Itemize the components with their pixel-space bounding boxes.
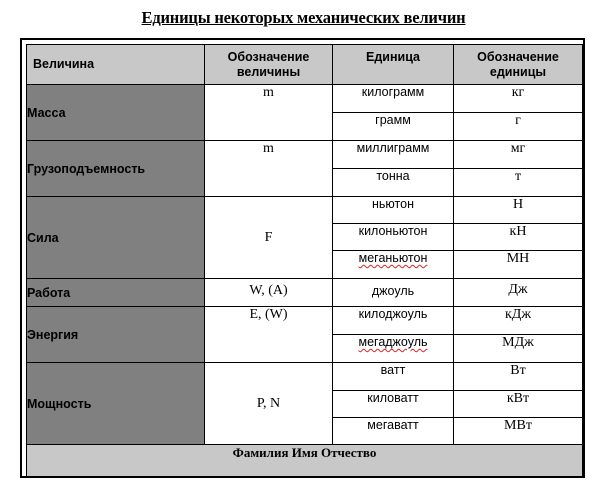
unit-symbol-cell: кг: [454, 85, 583, 113]
unit-symbol-cell: кН: [454, 224, 583, 251]
quantity-symbol-cell: m: [205, 85, 333, 141]
quantity-symbol-cell: W, (A): [205, 279, 333, 307]
quantity-symbol-cell: P, N: [205, 363, 333, 445]
document-title: Единицы некоторых механических величин: [141, 8, 466, 27]
unit-cell: мегаватт: [333, 418, 454, 445]
unit-cell: килоньютон: [333, 224, 454, 251]
unit-cell: миллиграмм: [333, 141, 454, 169]
unit-cell: [333, 251, 454, 279]
table-row: [27, 307, 583, 335]
unit-cell: киловатт: [333, 391, 454, 418]
unit-cell: килограмм: [333, 85, 454, 113]
quantity-symbol-cell: F: [205, 197, 333, 279]
table-frame: [20, 38, 585, 478]
unit-symbol-cell: Н: [454, 197, 583, 224]
table-row: [27, 85, 583, 113]
unit-symbol-cell: мг: [454, 141, 583, 169]
quantity-symbol-cell: E, (W): [205, 307, 333, 363]
units-table: [26, 44, 583, 477]
unit-cell: [333, 335, 454, 363]
unit-symbol-cell: Дж: [454, 279, 583, 307]
unit-symbol-cell: кДж: [454, 307, 583, 335]
unit-cell: килоджоуль: [333, 307, 454, 335]
quantity-cell: Мощность: [27, 363, 205, 445]
header-quantity: Величина: [27, 45, 205, 85]
unit-cell: ньютон: [333, 197, 454, 224]
unit-symbol-cell: кВт: [454, 391, 583, 418]
quantity-cell: Грузоподъемность: [27, 141, 205, 197]
quantity-cell: Работа: [27, 279, 205, 307]
unit-cell: грамм: [333, 113, 454, 141]
unit-symbol-cell: Вт: [454, 363, 583, 391]
header-row: [27, 45, 583, 85]
unit-symbol-cell: г: [454, 113, 583, 141]
quantity-symbol-cell: m: [205, 141, 333, 197]
table-row: [27, 363, 583, 391]
quantity-cell: Энергия: [27, 307, 205, 363]
unit-name-spellcheck: мегаджоуль: [358, 335, 428, 349]
unit-symbol-cell: МДж: [454, 335, 583, 363]
unit-name-spellcheck: меганьютон: [358, 251, 428, 265]
unit-cell: тонна: [333, 169, 454, 197]
footer-name: Фамилия Имя Отчество: [27, 445, 583, 477]
unit-symbol-cell: МВт: [454, 418, 583, 445]
table-row: [27, 141, 583, 169]
unit-cell: джоуль: [333, 279, 454, 307]
quantity-cell: Масса: [27, 85, 205, 141]
quantity-cell: Сила: [27, 197, 205, 279]
unit-symbol-cell: т: [454, 169, 583, 197]
header-unit: Единица: [333, 45, 454, 85]
unit-symbol-cell: МН: [454, 251, 583, 279]
footer-row: [27, 445, 583, 477]
header-unit-symbol: Обозначение единицы: [454, 45, 583, 85]
table-row: [27, 279, 583, 307]
table-row: [27, 197, 583, 224]
header-quantity-symbol: Обозначение величины: [205, 45, 333, 85]
unit-cell: ватт: [333, 363, 454, 391]
